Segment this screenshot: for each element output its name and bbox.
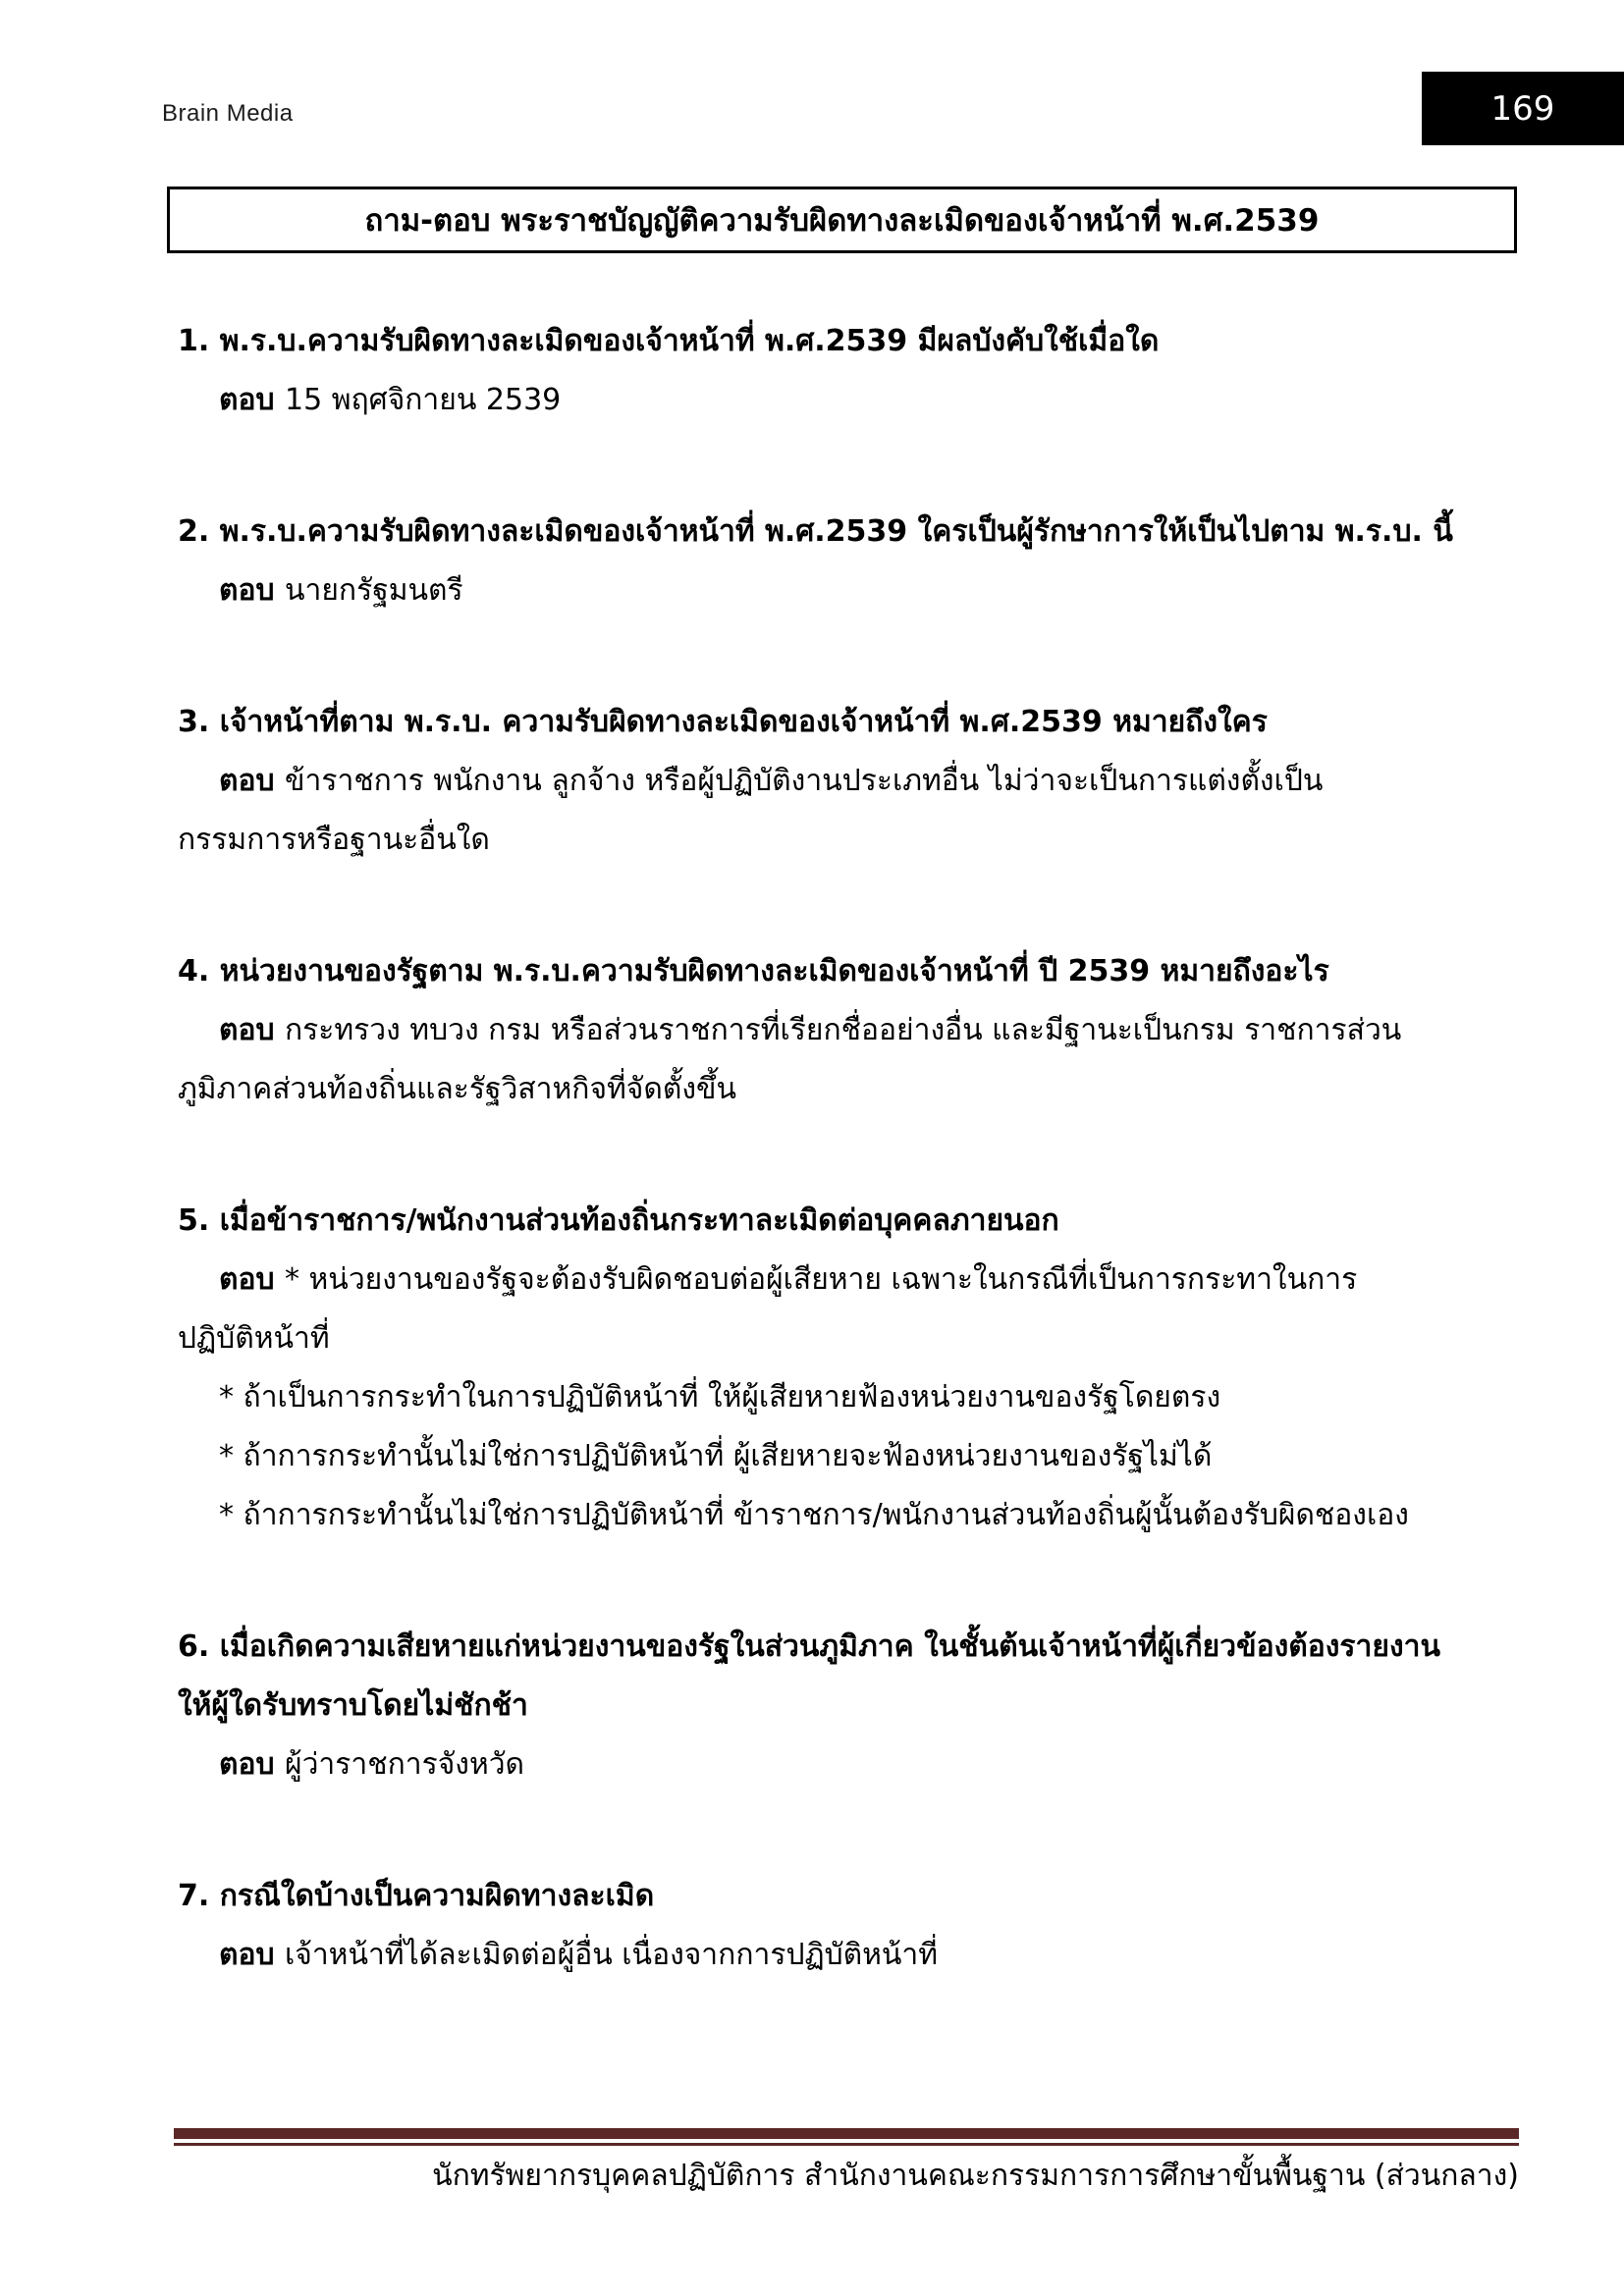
question-line: 5. เมื่อข้าราชการ/พนักงานส่วนท้องถิ่นกระทาละเมิดต่อบุคคลภายนอก <box>178 1203 1059 1238</box>
qa-item <box>178 693 1517 870</box>
qa-list <box>178 312 1517 2057</box>
page-number: 169 <box>1490 88 1555 129</box>
answer-line: ภูมิภาคส่วนท้องถิ่นและรัฐวิสาหกิจที่จัดตั้งขึ้น <box>178 1072 737 1106</box>
answer-line: * ถ้าเป็นการกระทำในการปฏิบัติหน้าที่ ให้ผู้เสียหายฟ้องหน่วยงานของรัฐโดยตรง <box>219 1380 1221 1415</box>
qa-item <box>178 1192 1517 1545</box>
answer-line: ตอบ ข้าราชการ พนักงาน ลูกจ้าง หรือผู้ปฏิบัติงานประเภทอื่น ไม่ว่าจะเป็นการแต่งตั้งเป็น <box>219 764 1324 798</box>
answer-label: ตอบ <box>219 1747 285 1782</box>
answer-line: ตอบ * หน่วยงานของรัฐจะต้องรับผิดชอบต่อผู้เสียหาย เฉพาะในกรณีที่เป็นการกระทาในการ <box>219 1262 1358 1297</box>
answer-line: * ถ้าการกระทำนั้นไม่ใช่การปฏิบัติหน้าที่ ผู้เสียหายจะฟ้องหน่วยงานของรัฐไม่ได้ <box>219 1439 1213 1473</box>
question-line: 4. หน่วยงานของรัฐตาม พ.ร.บ.ความรับผิดทางละเมิดของเจ้าหน้าที่ ปี 2539 หมายถึงอะไร <box>178 954 1329 988</box>
footer-rule-thin <box>174 2143 1519 2146</box>
answer-line: ตอบ เจ้าหน้าที่ได้ละเมิดต่อผู้อื่น เนื่องจากการปฏิบัติหน้าที่ <box>219 1938 939 1972</box>
question-line: ให้ผู้ใดรับทราบโดยไม่ชักช้า <box>178 1688 528 1723</box>
qa-item <box>178 503 1517 620</box>
answer-line: ตอบ ผู้ว่าราชการจังหวัด <box>219 1747 525 1782</box>
answer-label: ตอบ <box>219 573 285 608</box>
answer-line: ตอบ นายกรัฐมนตรี <box>219 573 463 608</box>
answer-label: ตอบ <box>219 764 285 798</box>
question-line: 7. กรณีใดบ้างเป็นความผิดทางละเมิด <box>178 1879 655 1913</box>
answer-line: กรรมการหรือฐานะอื่นใด <box>178 823 490 857</box>
page-number-badge <box>1422 72 1624 145</box>
question-line: 6. เมื่อเกิดความเสียหายแก่หน่วยงานของรัฐในส่วนภูมิภาค ในชั้นต้นเจ้าหน้าที่ผู้เกี่ยวข้องต้องรายงาน <box>178 1629 1440 1664</box>
answer-label: ตอบ <box>219 1013 285 1047</box>
answer-line: ปฏิบัติหน้าที่ <box>178 1321 330 1356</box>
qa-item <box>178 312 1517 430</box>
answer-line: ตอบ กระทรวง ทบวง กรม หรือส่วนราชการที่เรียกชื่ออย่างอื่น และมีฐานะเป็นกรม ราชการส่วน <box>219 1013 1402 1047</box>
footer-text: นักทรัพยากรบุคคลปฏิบัติการ สำนักงานคณะกรรมการการศึกษาขั้นพื้นฐาน (ส่วนกลาง) <box>432 2159 1519 2193</box>
qa-item <box>178 1618 1517 1794</box>
qa-item <box>178 1867 1517 1985</box>
document-title: ถาม-ตอบ พระราชบัญญัติความรับผิดทางละเมิดของเจ้าหน้าที่ พ.ศ.2539 <box>364 203 1320 239</box>
brand-text: Brain Media <box>162 100 294 127</box>
qa-item <box>178 942 1517 1119</box>
title-box <box>167 187 1517 253</box>
answer-label: ตอบ <box>219 1938 285 1972</box>
answer-label: ตอบ <box>219 1262 285 1297</box>
answer-line: ตอบ 15 พฤศจิกายน 2539 <box>219 383 562 417</box>
footer-rule-thick <box>174 2128 1519 2139</box>
question-line: 3. เจ้าหน้าที่ตาม พ.ร.บ. ความรับผิดทางละเมิดของเจ้าหน้าที่ พ.ศ.2539 หมายถึงใคร <box>178 705 1268 739</box>
answer-label: ตอบ <box>219 383 285 417</box>
question-line: 2. พ.ร.บ.ความรับผิดทางละเมิดของเจ้าหน้าที่ พ.ศ.2539 ใครเป็นผู้รักษาการให้เป็นไปตาม พ.ร.บ. นี้ <box>178 514 1453 549</box>
answer-line: * ถ้าการกระทำนั้นไม่ใช่การปฏิบัติหน้าที่ ข้าราชการ/พนักงานส่วนท้องถิ่นผู้นั้นต้องรับผิดชองเอง <box>219 1498 1409 1532</box>
question-line: 1. พ.ร.บ.ความรับผิดทางละเมิดของเจ้าหน้าที่ พ.ศ.2539 มีผลบังคับใช้เมื่อใด <box>178 324 1160 358</box>
